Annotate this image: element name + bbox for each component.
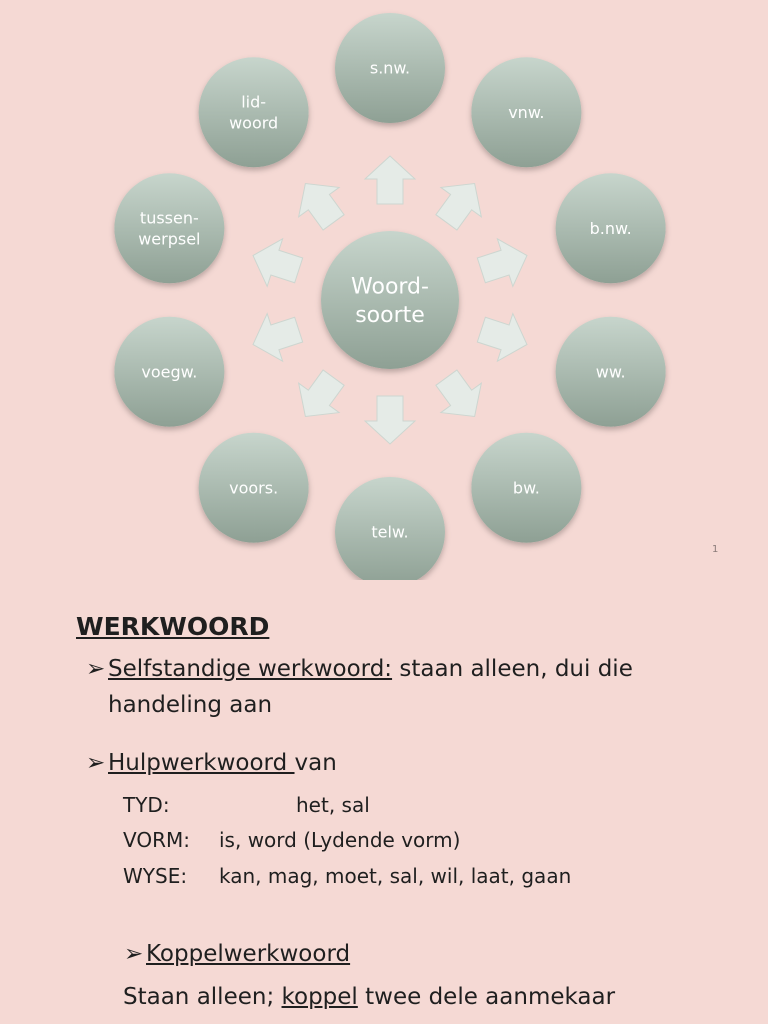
- node-tussen-werpsel: [114, 173, 224, 283]
- arrow-to-voegw: [245, 306, 306, 368]
- slide-number: 1: [712, 544, 719, 555]
- row-label-wyse: WYSE:: [123, 864, 188, 888]
- text-hulpwerkwoord: van: [294, 750, 337, 776]
- term-selfstandige: Selfstandige werkwoord:: [108, 656, 393, 682]
- text-koppel-b: twee dele aanmekaar: [357, 984, 616, 1010]
- bullet-arrow-icon: ➢: [86, 750, 106, 776]
- text-koppel-a: Staan alleen;: [123, 984, 282, 1010]
- node-label-vnw: vnw.: [508, 102, 545, 122]
- node-ww: [556, 317, 666, 427]
- arrow-to-voors: [285, 363, 354, 431]
- arrow-to-b-nw: [474, 232, 535, 294]
- row-value-wyse: kan, mag, moet, sal, wil, laat, gaan: [219, 864, 572, 888]
- bullet-koppelwerkwoord: [124, 941, 350, 967]
- node-label-b-nw: b.nw.: [589, 218, 632, 238]
- node-label-tussen-werpsel: tussen-werpsel: [138, 208, 201, 249]
- arrow-to-telw: [365, 396, 415, 444]
- bullet-arrow-icon: ➢: [124, 941, 144, 967]
- node-voegw: [114, 317, 224, 427]
- node-telw: [335, 477, 445, 580]
- node-s-nw: [335, 13, 445, 123]
- row-value-tyd: het, sal: [296, 793, 370, 817]
- arrow-to-s-nw: [365, 156, 415, 204]
- row-value-vorm: is, word (Lydende vorm): [219, 828, 461, 852]
- bullet-hulpwerkwoord: [86, 750, 337, 776]
- node-label-telw: telw.: [371, 522, 409, 542]
- row-label-vorm: VORM:: [123, 828, 190, 852]
- section-heading: WERKWOORD: [76, 612, 270, 641]
- bullet-arrow-icon: ➢: [86, 656, 106, 682]
- node-label-s-nw: s.nw.: [369, 58, 411, 78]
- node-label-bw: bw.: [512, 478, 540, 498]
- node-tussen-werpsel-circle: [114, 173, 224, 283]
- node-label-voors: voors.: [229, 478, 279, 498]
- text-koppel-u: koppel: [281, 984, 358, 1010]
- arrow-to-ww: [474, 306, 535, 368]
- text-selfstandige-line2: handeling aan: [108, 692, 273, 718]
- term-hulpwerkwoord: Hulpwerkwoord: [108, 750, 295, 776]
- node-label-ww: ww.: [595, 362, 626, 382]
- center-node-circle: [321, 231, 459, 369]
- center-node: [321, 231, 459, 369]
- bullet-selfstandige: [86, 656, 633, 682]
- node-label-voegw: voegw.: [141, 362, 198, 382]
- text-koppelwerkwoord: [123, 984, 615, 1010]
- node-voors: [199, 433, 309, 543]
- node-lid-woord-circle: [199, 57, 309, 167]
- text-selfstandige: staan alleen, dui die: [392, 656, 633, 682]
- arrow-to-tussen-werpsel: [245, 232, 306, 294]
- node-b-nw: [556, 173, 666, 283]
- row-label-tyd: TYD:: [123, 793, 170, 817]
- arrow-to-lid-woord: [285, 169, 354, 237]
- node-lid-woord: [199, 57, 309, 167]
- node-vnw: [471, 57, 581, 167]
- term-koppelwerkwoord: Koppelwerkwoord: [146, 941, 351, 967]
- center-label: Woord-soorte: [351, 274, 429, 328]
- arrow-to-vnw: [426, 169, 495, 237]
- node-bw: [471, 433, 581, 543]
- node-label-lid-woord: lid-woord: [229, 92, 279, 133]
- arrow-to-bw: [426, 363, 495, 431]
